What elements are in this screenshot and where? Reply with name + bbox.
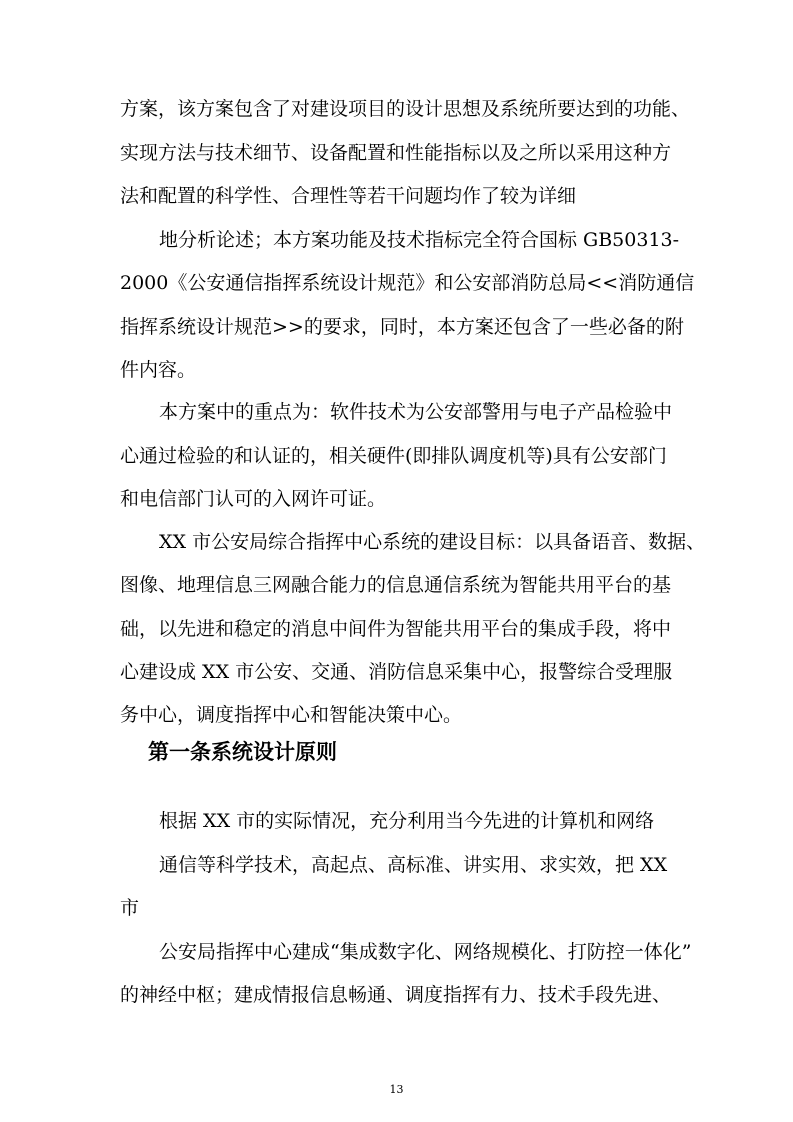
paragraph-2-line-3: 指挥系统设计规范>>的要求，同时，本方案还包含了一些必备的附 (120, 316, 684, 338)
paragraph-3-line-1: 本方案中的重点为：软件技术为公安部警用与电子产品检验中 (159, 401, 673, 423)
paragraph-4-line-3: 础，以先进和稳定的消息中间件为智能共用平台的集成手段，将中 (120, 618, 672, 640)
paragraph-4-line-1: XX 市公安局综合指挥中心系统的建设目标：以具备语音、数据、 (159, 531, 706, 553)
paragraph-4-line-4: 心建设成 XX 市公安、交通、消防信息采集中心，报警综合受理服 (120, 661, 673, 683)
paragraph-4-line-2: 图像、地理信息三网融合能力的信息通信系统为智能共用平台的基 (120, 574, 672, 596)
paragraph-5-line-3: 市 (120, 897, 140, 919)
paragraph-6-line-1: 公安局指挥中心建成“集成数字化、网络规模化、打防控一体化” (159, 941, 692, 963)
paragraph-6-line-2: 的神经中枢；建成情报信息畅通、调度指挥有力、技术手段先进、 (120, 984, 672, 1006)
paragraph-2-line-2: 2000《公安通信指挥系统设计规范》和公安部消防总局<<消防通信 (120, 272, 695, 294)
paragraph-2-line-1: 地分析论述；本方案功能及技术指标完全符合国标 GB50313- (159, 229, 680, 251)
paragraph-5-line-2: 通信等科学技术，高起点、高标准、讲实用、求实效，把 XX (159, 854, 668, 876)
paragraph-5-line-1: 根据 XX 市的实际情况，充分利用当今先进的计算机和网络 (159, 810, 655, 832)
paragraph-1-line-1: 方案，该方案包含了对建设项目的设计思想及系统所要达到的功能、 (120, 98, 691, 120)
paragraph-2-line-4: 件内容。 (120, 359, 197, 381)
paragraph-4-line-5: 务中心，调度指挥中心和智能决策中心。 (120, 704, 463, 726)
paragraph-1-line-2: 实现方法与技术细节、设备配置和性能指标以及之所以采用这种方 (120, 142, 672, 164)
paragraph-3-line-2: 心通过检验的和认证的，相关硬件(即排队调度机等)具有公安部门 (120, 445, 667, 467)
section-heading: 第一条系统设计原则 (148, 739, 337, 764)
paragraph-1-line-3: 法和配置的科学性、合理性等若干问题均作了较为详细 (120, 185, 577, 207)
paragraph-3-line-3: 和电信部门认可的入网许可证。 (120, 488, 387, 510)
page-number: 13 (389, 1083, 404, 1096)
